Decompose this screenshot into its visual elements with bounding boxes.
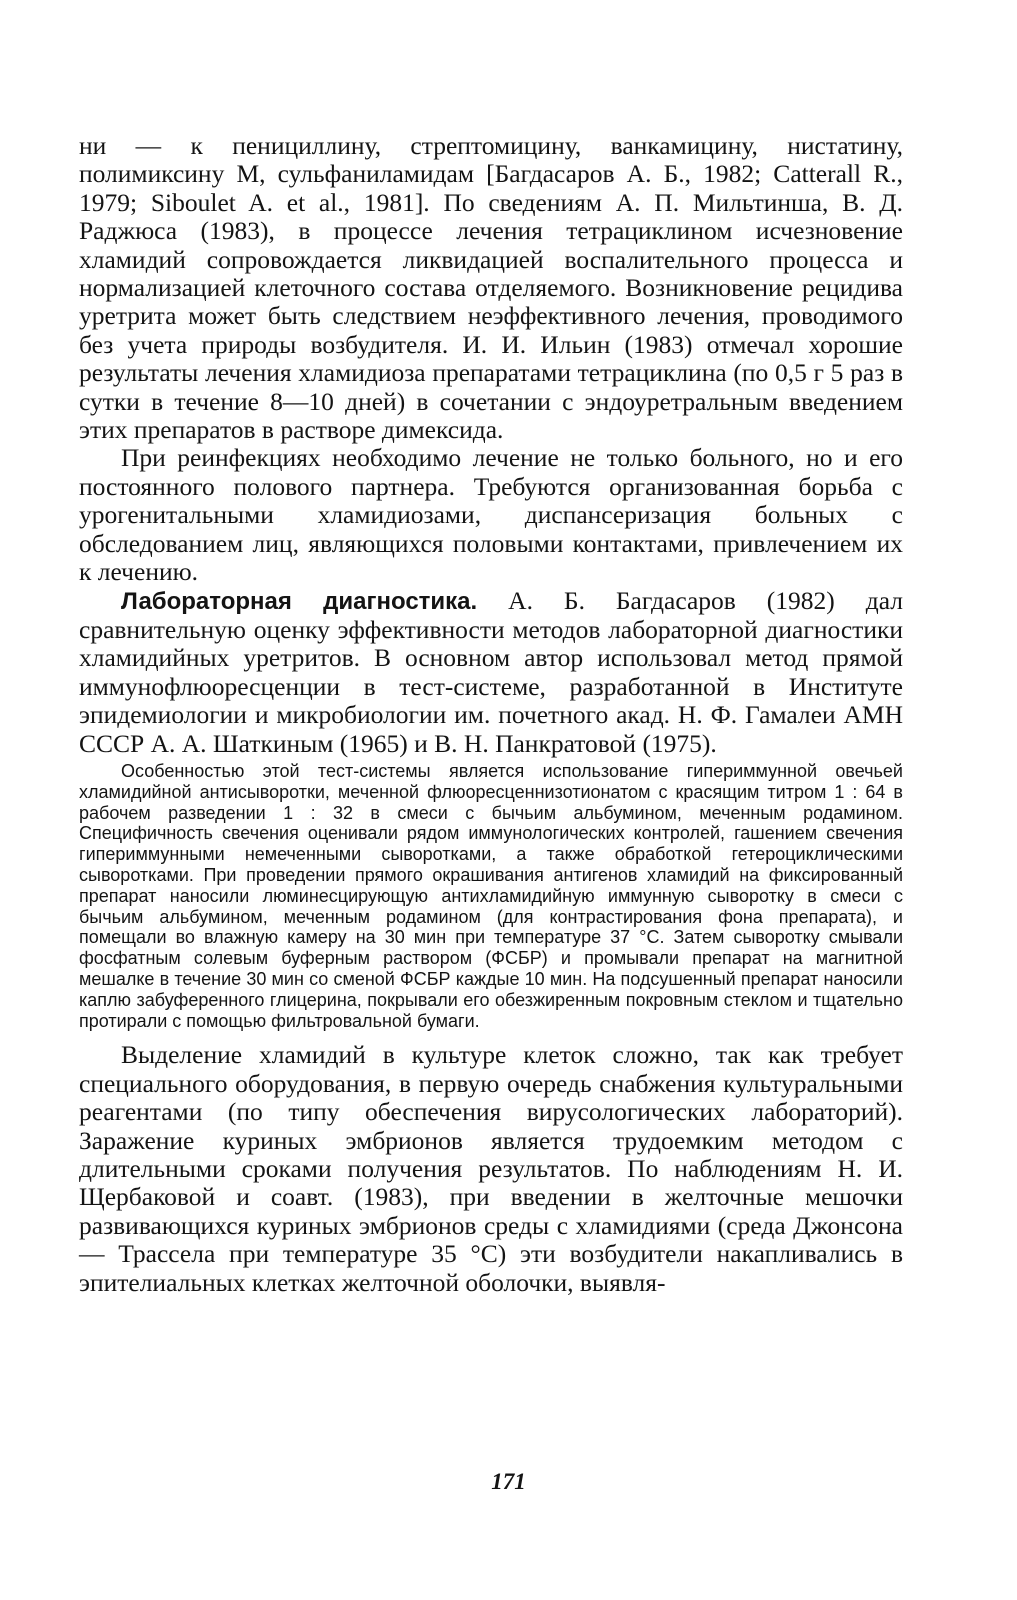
small-print-test-system: Особенностью этой тест-системы является использование гипериммунной овечьей хламидийной антисыворотки, меченной флюоресценнизотионатом с красящим титром 1 : 64 в рабочем разведении 1 : 32 в смеси с бычьим альбумином, меченным родамином. Специфичность свечения оценивали рядом иммунологических контролей, гашением свечения гипериммунными немеченными сыворотками, а также обработкой гетероциклическими сыворотками. При проведении прямого окрашивания антигенов хламидий на фиксированный препарат наносили люминесцирующую антихламидийную иммунную сыворотку в смеси с бычьим альбумином, меченным родамином (для контрастирования фона препарата), и помещали во влажную камеру на 30 мин при температуре 37 °С. Затем сыворотку смывали фосфатным солевым буферным раствором (ФСБР) и промывали препарат на магнитной мешалке в течение 30 мин со сменой ФСБР каждые 10 мин. На подсушенный препарат наносили каплю забуференного глицерина, покрывали его обезжиренным покровным стеклом и тщательно протирали с помощью фильтровальной бумаги. (79, 760, 903, 1031)
paragraph-treatment: ни — к пенициллину, стрептомицину, ванкамицину, нистатину, полимиксину М, сульфаниламидам [Багдасаров А. Б., 1982; Catterall R., 1979; Siboulet A. et al., 1981]. По сведениям А. П. Мильтинша, В. Д. Раджюса (1983), в процессе лечения тетрациклином исчезновение хламидий сопровождается ликвидацией воспалительного процесса и нормализацией клеточного состава отделяемого. Возникновение рецидива уретрита может быть следствием неэффективного лечения, проводимого без учета природы возбудителя. И. И. Ильин (1983) отмечал хорошие результаты лечения хламидиоза препаратами тетрациклина (по 0,5 г 5 раз в сутки в течение 8—10 дней) в сочетании с эндоуретральным введением этих препаратов в растворе димексида. (79, 131, 903, 445)
page-number: 171 (491, 1469, 526, 1494)
page-body (79, 132, 903, 1297)
paragraph-reinfection: При реинфекциях необходимо лечение не только больного, но и его постоянного полового партнера. Требуются организованная борьба с урогенитальными хламидиозами, диспансеризация больных с обследованием лиц, являющихся половыми контактами, привлечением их к лечению. (79, 443, 903, 587)
paragraph-lab-diagnostics (79, 587, 903, 758)
paragraph-chlamydia-culture: Выделение хламидий в культуре клеток сложно, так как требует специального оборудования, в первую очередь снабжения культуральными реагентами (по типу обеспечения вирусологических лабораторий). Заражение куриных эмбрионов является трудоемким методом с длительными сроками получения результатов. По наблюдениям Н. И. Щербаковой и соавт. (1983), при введении в желточные мешочки развивающихся куриных эмбрионов среды с хламидиями (среда Джонсона — Трассела при температуре 35 °С) эти возбудители накапливались в эпителиальных клетках желточной оболочки, выявля- (79, 1040, 903, 1297)
paragraph-lab-diagnostics-text: А. Б. Багдасаров (1982) дал сравнительную оценку эффективности методов лабораторной диагностики хламидийных уретритов. В основном автор использовал метод прямой иммунофлюоресценции в тест-системе, разработанной в Институте эпидемиологии и микробиологии им. почетного акад. Н. Ф. Гамалеи АМН СССР А. А. Шаткиным (1965) и В. Н. Панкратовой (1975). (79, 585, 903, 758)
section-heading-lab-diagnostics: Лабораторная диагностика. (121, 587, 478, 615)
